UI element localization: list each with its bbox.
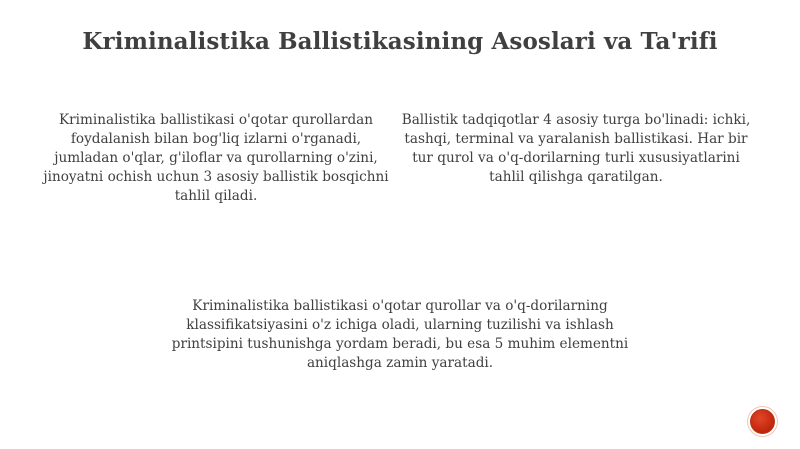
slide-title: Kriminalistika Ballistikasining Asoslari va Ta'rifi bbox=[82, 28, 718, 55]
paragraph-right: Ballistik tadqiqotlar 4 asosiy turga bo'linadi: ichki, tashqi, terminal va yaralanish ballistikasi. Har bir tur qurol va o'q-dorilarning turli xususiyatlarini tahlil qilishga qaratilgan. bbox=[401, 112, 751, 185]
slide-nav-button[interactable] bbox=[748, 407, 777, 436]
paragraph-bottom: Kriminalistika ballistikasi o'qotar qurollar va o'q-dorilarning klassifikatsiyasini o'z ichiga oladi, ularning tuzilishi va ishlash printsipini tushunishga yordam beradi, bu esa 5 muhim elementni aniqlashga zamin yaratadi. bbox=[171, 298, 629, 371]
paragraph-left: Kriminalistika ballistikasi o'qotar qurollardan foydalanish bilan bog'liq izlarni o'rganadi, jumladan o'qlar, g'iloflar va qurollarning o'zini, jinoyatni ochish uchun 3 asosiy ballistik bosqichni tahlil qiladi. bbox=[43, 112, 389, 204]
circle-button-icon bbox=[750, 409, 775, 434]
